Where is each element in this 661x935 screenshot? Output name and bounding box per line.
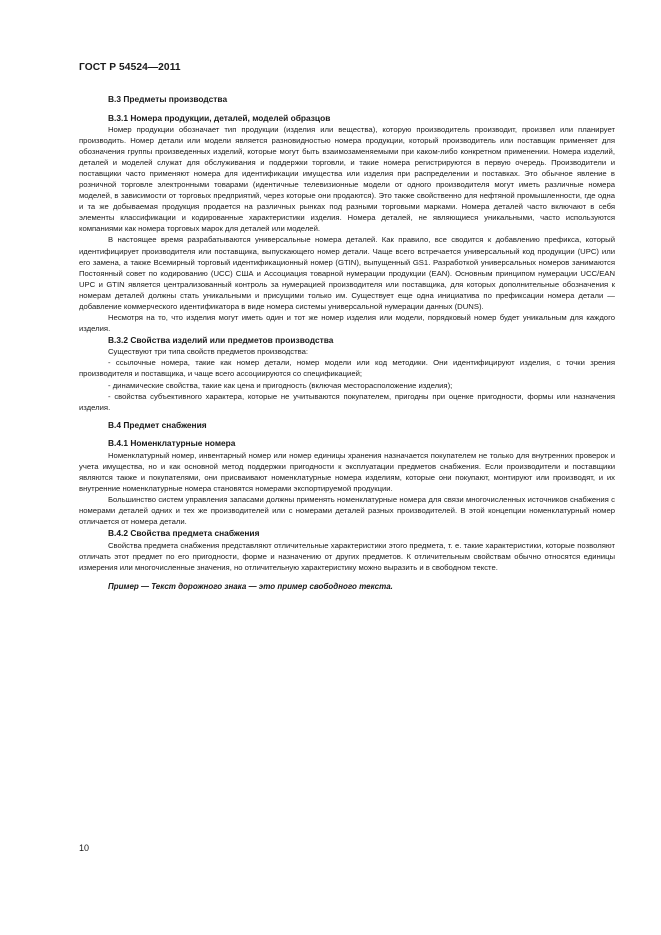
- list-item: - динамические свойства, такие как цена и пригодность (включая месторасположение изделия);: [108, 380, 453, 390]
- list-item: - свойства субъективного характера, которые не учитываются покупателем, пригодны при оценке пригодности, формы или назначения изделия.: [79, 391, 615, 412]
- page-number: 10: [79, 843, 90, 853]
- paragraph: Существуют три типа свойств предметов производства:: [108, 347, 309, 357]
- list-item: - ссылочные номера, такие как номер детали, номер модели или код методики. Они идентифицируют изделия, с точки зрения производителя и поставщика, и чаще всего ассоциируются со спецификацией;: [79, 358, 615, 379]
- document-header: ГОСТ Р 54524—2011: [79, 62, 181, 73]
- section-b31-heading: В.3.1 Номера продукции, деталей, моделей образцов: [108, 112, 331, 123]
- paragraph: Номер продукции обозначает тип продукции (изделия или вещества), которую производитель производит, произвел или планирует производить. Номер детали или модели является разновидностью номера продукции, который производитель или поставщик применяет для обозначения группы произведенных изделий, которые могут быть взаимозаменяемыми при каком-либо конкретном применении. Номера изделий, деталей и моделей служат для обслуживания и поддержки торговли, и такие номера регистрируются в первую очередь. Производители и поставщики часто применяют номера для идентификации имущества или изделия при распределении и поставках. Это обычное явление в розничной торговле электронными товарами (идентичные телевизионные модели от одного производителя могут иметь различные номера моделей, в зависимости от торговых предприятий, через которые они продаются). Это также свойственно для нефтяной промышленности, где одна и та же добываемая продукция продается на различных рынках под разными торговыми марками. Номера деталей часто включают в себя элементы классификации и кодированные характеристики изделия. Номера деталей, не являющиеся уникальными, часто используются компаниями как номера торговых марок для деталей или моделей.: [79, 125, 615, 234]
- paragraph: Номенклатурный номер, инвентарный номер или номер единицы хранения назначается покупателем не только для внутренних проверок и учета имущества, но и как основной метод поддержки пригодности к эксплуатации предметов снабжения. Если производители и поставщики являются также и покупателями, они присваивают номенклатурные номера изделиям, которые они покупают, монтируют или производят, и их внутренние номенклатурные номера становятся номерами экспортируемой продукции.: [79, 450, 615, 493]
- section-b32-heading: В.3.2 Свойства изделий или предметов производства: [108, 334, 334, 345]
- paragraph: В настоящее время разрабатываются универсальные номера деталей. Как правило, все сводится к добавлению префикса, который идентифицирует производителя или поставщика, выпускающего номер детали. Чаще всего встречается универсальный код продукции (UPC) или его замена, а также Всемирный торговый идентификационный номер (GTIN), выпущенный GS1. Разработкой универсальных номеров занимаются Постоянный совет по кодированию (UCC) США и Ассоциация товарной нумерации продукции (EAN). Основным принципом нумерации UCC/EAN UPC и GTIN является централизованный контроль за нумерацией производителя или поставщика, для которых дополнительные обозначения к номерам деталей должны стать уникальными и присущими только им. Существует еще одна инициатива по префиксации номера детали — добавление коммерческого идентификатора в виде номера системы универсальной нумерации данных (DUNS).: [79, 235, 615, 311]
- paragraph: Свойства предмета снабжения представляют отличительные характеристики этого предмета, т. е. такие характеристики, которые позволяют отличать этот предмет по его пригодности, форме и назначению от других предметов. К отличительным свойствам обычно относятся единицы измерения или многочисленные значения, но отличительную характеристику можно выразить и в свободном тексте.: [79, 540, 615, 572]
- paragraph: Несмотря на то, что изделия могут иметь один и тот же номер изделия или модели, порядковый номер будет уникальным для каждого изделия.: [79, 312, 615, 333]
- paragraph: Большинство систем управления запасами должны применять номенклатурные номера для связи многочисленных источников снабжения с номерами деталей одних и тех же производителей или с номерами деталей разных производителей. В этой концепции номенклатурный номер отличается от номера детали.: [79, 494, 615, 526]
- section-b4-heading: В.4 Предмет снабжения: [108, 419, 207, 430]
- document-body: [79, 91, 615, 601]
- example-note: Пример — Текст дорожного знака — это пример свободного текста.: [108, 581, 393, 591]
- section-b41-heading: В.4.1 Номенклатурные номера: [108, 438, 236, 449]
- section-b42-heading: В.4.2 Свойства предмета снабжения: [108, 528, 260, 538]
- section-b3-heading: В.3 Предметы производства: [108, 94, 228, 104]
